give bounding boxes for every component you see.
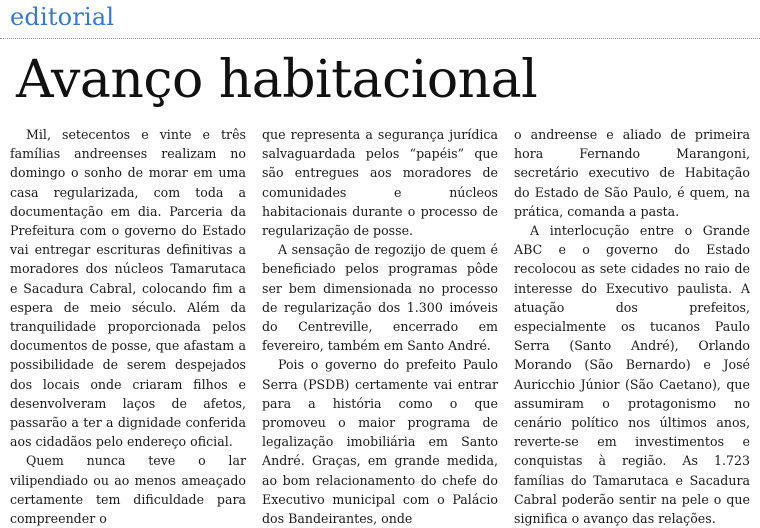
- article-paragraph: A interlocução entre o Grande ABC e o governo do Estado recolocou as sete cidades no raio de interesse do Executivo paulista. A atuação dos prefeitos, especialmente os tucanos Paulo Serra (Santo André), Orlando Morando (São Bernardo) e José Auricchio Júnior (São Caetano), que assumiram o protagonismo no cenário político nos últimos anos, reverte-se em investimentos e conquistas à região. As 1.723 famílias do Tamarutaca e Sacadura Cabral poderão sentir na pele o que significa o avanço das relações.: [514, 223, 750, 527]
- article-column-1: [10, 125, 246, 527]
- article-paragraph: Quem nunca teve o lar vilipendiado ou ao menos ameaçado certamente tem dificuldade para compreender o: [10, 453, 246, 527]
- article-paragraph: Mil, setecentos e vinte e três famílias andreenses realizam no domingo o sonho de morar em uma casa regularizada, com toda a documentação em dia. Parceria da Prefeitura com o governo do Estado vai entregar escrituras definitivas a moradores dos núcleos Tamarutaca e Sacadura Cabral, colocando fim a espera de meio século. Além da tranquilidade proporcionada pelos documentos de posse, que afastam a possibilidade de serem despejados dos locais onde criaram filhos e desenvolveram laços de afetos, passarão a ter a dignidade conferida aos cidadãos pelo endereço oficial.: [10, 127, 246, 450]
- article-paragraph: que representa a segurança jurídica salvaguardada pelos “papéis” que são entregues aos moradores de comunidades e núcleos habitacionais durante o processo de regularização de posse.: [262, 127, 498, 239]
- section-divider: [0, 38, 760, 39]
- article-column-3: [514, 125, 750, 527]
- headline: Avanço habitacional: [16, 50, 538, 110]
- article-paragraph: A sensação de regozijo de quem é beneficiado pelos programas pôde ser bem dimensionada no processo de regularização dos 1.300 imóveis do Centreville, encerrado em fevereiro, também em Santo André.: [262, 242, 498, 354]
- section-label: editorial: [10, 3, 115, 31]
- article-paragraph: Pois o governo do prefeito Paulo Serra (PSDB) certamente vai entrar para a história como o que promoveu o maior programa de legalização imobiliária em Santo André. Graças, em grande medida, ao bom relacionamento do chefe do Executivo municipal com o Palácio dos Bandeirantes, onde: [262, 357, 498, 527]
- article-body: [10, 125, 750, 527]
- article-paragraph: o andreense e aliado de primeira hora Fernando Marangoni, secretário executivo de Habitação do Estado de São Paulo, é quem, na prática, comanda a pasta.: [514, 127, 750, 219]
- article-column-2: [262, 125, 498, 527]
